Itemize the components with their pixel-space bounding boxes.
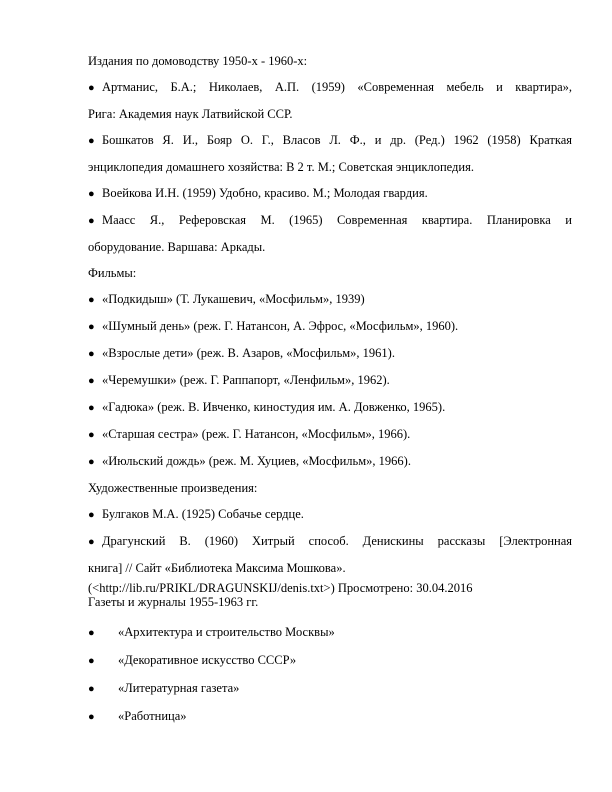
list-item: ● Драгунский В. (1960) Хитрый способ. Денискины рассказы [Электронная книга] // Сайт «Библиотека Максима Мошкова». (<http://lib.ru/PRIKL/DRAGUNSKIJ/denis.txt>) Просмотрено: 30.04.2016 (88, 534, 572, 595)
list-item: ● «Подкидыш» (Т. Лукашевич, «Мосфильм», 1939) (88, 292, 365, 306)
list-item: ● «Шумный день» (реж. Г. Натансон, А. Эфрос, «Мосфильм», 1960). (88, 319, 459, 333)
bullet-icon: ● (88, 536, 95, 548)
bullet-icon: ● (88, 188, 95, 200)
list-item: ● «Старшая сестра» (реж. Г. Натансон, «Мосфильм», 1966). (88, 427, 411, 441)
list-item: ● «Черемушки» (реж. Г. Раппапорт, «Ленфильм», 1962). (88, 373, 390, 387)
bullet-icon: ● (88, 294, 95, 306)
bullet-icon: ● (88, 429, 95, 441)
list-item: ● «Декоративное искусство СССР» (88, 653, 297, 667)
bullet-icon: ● (88, 402, 95, 414)
list-item: ● «Взрослые дети» (реж. В. Азаров, «Мосфильм», 1961). (88, 346, 395, 360)
list-item: ● «Архитектура и строительство Москвы» (88, 625, 335, 639)
list-item: ● Маасс Я., Реферовская М. (1965) Современная квартира. Планировка и оборудование. Варшава: Аркады. (88, 213, 572, 254)
list-item: ● Бошкатов Я. И., Бояр О. Г., Власов Л. Ф., и др. (Ред.) 1962 (1958) Краткая энциклопедия домашнего хозяйства: В 2 т. М.; Советская энциклопедия. (88, 133, 572, 174)
section-heading-films: Фильмы: (88, 266, 137, 280)
bullet-icon: ● (88, 456, 95, 468)
bullet-icon: ● (88, 82, 95, 94)
bullet-icon: ● (88, 348, 95, 360)
bullet-icon: ● (88, 215, 95, 227)
source-link: (<http://lib.ru/PRIKL/DRAGUNSKIJ/denis.txt>) Просмотрено: 30.04.2016 (88, 581, 473, 595)
bibliography (88, 54, 572, 724)
bullet-icon: ● (88, 627, 95, 639)
bullet-icon: ● (88, 683, 95, 695)
bullet-icon: ● (88, 375, 95, 387)
bullet-icon: ● (88, 321, 95, 333)
bullet-icon: ● (88, 509, 95, 521)
list-item: ● Булгаков М.А. (1925) Собачье сердце. (88, 507, 304, 521)
bullet-icon: ● (88, 655, 95, 667)
bullet-icon: ● (88, 135, 95, 147)
list-item: ● Воейкова И.Н. (1959) Удобно, красиво. М.; Молодая гвардия. (88, 186, 428, 200)
list-item: ● «Работница» (88, 709, 187, 723)
section-heading-press: Газеты и журналы 1955-1963 гг. (88, 595, 259, 609)
list-item: ● Артманис, Б.А.; Николаев, А.П. (1959) «Современная мебель и квартира», Рига: Академия наук Латвийской ССР. (88, 80, 572, 121)
section-heading-household: Издания по домоводству 1950-х - 1960-х: (88, 54, 308, 68)
list-item: ● «Литературная газета» (88, 681, 240, 695)
list-item: ● «Июльский дождь» (реж. М. Хуциев, «Мосфильм», 1966). (88, 454, 411, 468)
section-heading-fiction: Художественные произведения: (88, 481, 258, 495)
list-item: ● «Гадюка» (реж. В. Ивченко, киностудия им. А. Довженко, 1965). (88, 400, 446, 414)
bullet-icon: ● (88, 711, 95, 723)
